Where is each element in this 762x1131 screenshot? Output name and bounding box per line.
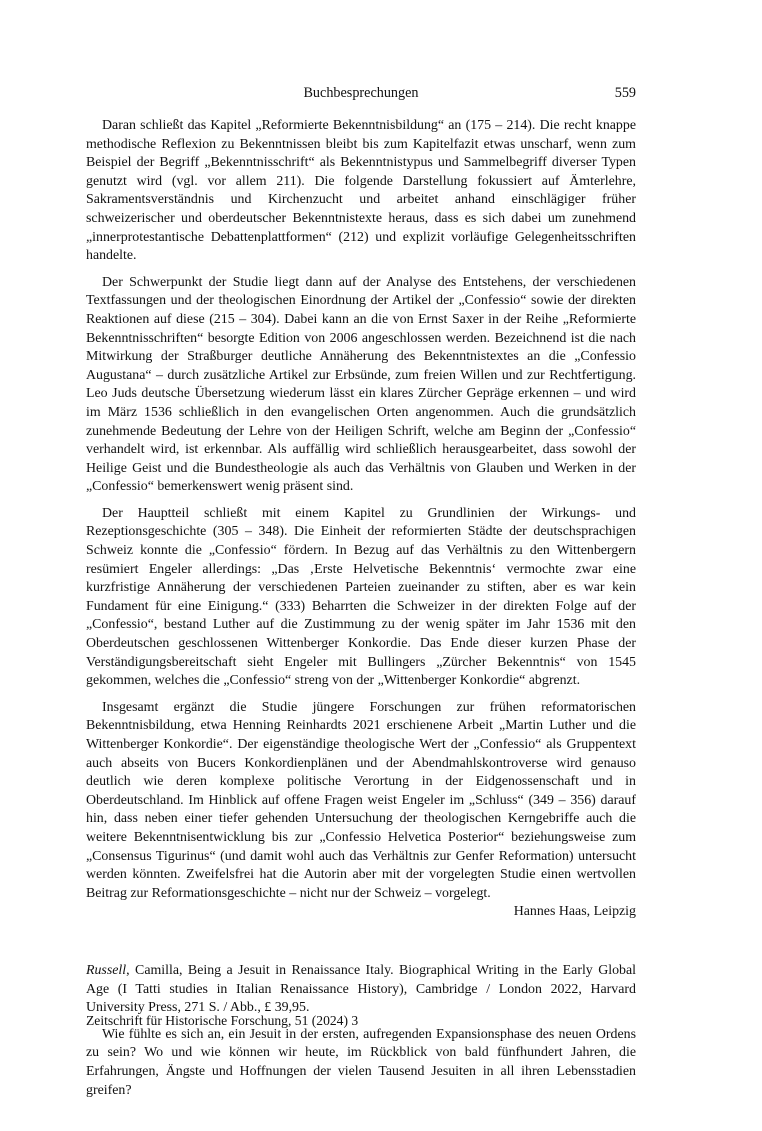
next-review — [86, 962, 636, 1100]
paragraph: Wie fühlte es sich an, ein Jesuit in der ersten, aufregenden Expansionsphase des neuen Ordens zu sein? Wo und wie können wir heute, im Rückblick von bald fünfhundert Jahren, die Erfahrungen, Ängste und Hoffnungen der vielen Tausend Jesuiten in all ihren Lebensstadien greifen? — [86, 1026, 636, 1098]
citation-details: , Camilla, Being a Jesuit in Renaissance Italy. Biographical Writing in the Early Global Age (I Tatti studies in Italian Renaissance History), Cambridge / London 2022, Harvard University Press, 271 S. / Abb., £ 39,95. — [86, 962, 636, 1016]
page-number: 559 — [614, 85, 636, 101]
journal-footer: Zeitschrift für Historische Forschung, 51 (2024) 3 — [86, 1013, 359, 1028]
review-body — [86, 117, 636, 1108]
running-header — [86, 84, 636, 102]
paragraph: Insgesamt ergänzt die Studie jüngere Forschungen zur frühen reformatorischen Bekenntnisbildung, etwa Henning Reinhardts 2021 erschienene Arbeit „Martin Luther und die Wittenberger Konkordie“. Der eigenständige theologische Wert der „Confessio“ als Gruppentext auch abseits von Bucers Konkordienplänen und der Abendmahlskontroverse wird genauso deutlich wie deren komplexe politische Verortung in der Eidgenossenschaft und in Oberdeutschland. Im Hinblick auf offene Fragen weist Engeler im „Schluss“ (349 – 356) darauf hin, dass neben einer tiefer gehenden Untersuchung der theologischen Kerngebriffe auch die weitere Bekenntnisentwicklung bis zur „Confessio Helvetica Posterior“ beziehungsweise zum „Consensus Tigurinus“ (und damit wohl auch das Verhältnis zur Genfer Reformation) untersucht werden könnten. Zweifelsfrei hat die Autorin aber mit der vorgelegten Studie einen wertvollen Beitrag zur Reformationsgeschichte – nicht nur der Schweiz – vorgelegt. — [86, 699, 636, 901]
book-citation — [86, 962, 636, 1018]
paragraph: Der Schwerpunkt der Studie liegt dann auf der Analyse des Entstehens, der verschiedenen Textfassungen und der theologischen Einordnung der Artikel der „Confessio“ sowie der direkten Reaktionen auf diese (215 – 304). Dabei kann an die von Ernst Saxer in der Reihe „Reformierte Bekenntnisschriften“ besorgte Edition von 2006 angeschlossen werden. Bezeichnend ist die nach Mitwirkung der Straßburger deutliche Annäherung des Bekenntnistextes an die „Confessio Augustana“ – durch zusätzliche Artikel zur Erbsünde, zum freien Willen und zur Rechtfertigung. Leo Juds deutsche Übersetzung wiederum lässt ein klares Zürcher Gepräge erkennen – und wird im März 1536 schließlich in den evangelischen Orten angenommen. Auch die grundsätzlich zunehmende Bedeutung der Lehre von der Heiligen Schrift, welche am Beginn der „Confessio“ verhandelt wird, ist erkennbar. Als auffällig wird schließlich herausgearbeitet, dass sowohl der Heilige Geist und die Bundestheologie als auch das Verhältnis von Glauben und Werken in der „Confessio“ bemerkenswert wenig präsent sind. — [86, 274, 636, 495]
book-author: Russell — [86, 962, 127, 978]
paragraph: Der Hauptteil schließt mit einem Kapitel zu Grundlinien der Wirkungs- und Rezeptionsgeschichte (305 – 348). Die Einheit der reformierten Städte der deutschsprachigen Schweiz konnte die „Confessio“ fördern. In Bezug auf das Verhältnis zu den Wittenbergern resümiert Engeler allerdings: „Das ‚Erste Helvetische Bekenntnis‘ vermochte zwar eine kurzfristige Annäherung der verschiedenen Parteien zueinander zu stiften, aber es war kein Fundament für eine Einigung.“ (333) Beharrten die Schweizer in der direkten Folge auf der „Confessio“, bestand Luther auf die Zustimmung zu der wenig später im Jahr 1536 mit den Oberdeutschen geschlossenen Wittenberger Konkordie. Das Ende dieser kurzen Phase der Verständigungsbereitschaft sieht Engeler mit Bullingers „Zürcher Bekenntnis“ von 1545 gekommen, welches die „Confessio“ streng von der „Wittenberger Konkordie“ abgrenzt. — [86, 505, 636, 689]
running-head-title: Buchbesprechungen — [303, 85, 419, 101]
reviewer-signature: Hannes Haas, Leipzig — [513, 904, 636, 920]
paragraph: Daran schließt das Kapitel „Reformierte Bekenntnisbildung“ an (175 – 214). Die recht knappe methodische Reflexion zu Bekenntnissen bleibt bis zum Kapitelfazit etwas unscharf, wenn zum Beispiel der Begriff „Bekenntnisschrift“ als Bekenntnistypus und Sammelbegriff diverser Typen genutzt wird (vgl. vor allem 211). Die folgende Darstellung fokussiert auf Ämterlehre, Sakramentsverständnis und Kirchenzucht und arbeitet anhand einschlägiger früher schweizerischer und oberdeutscher Bekenntnistexte heraus, dass es sich dabei um zunehmend „innerprotestantische Debattenplattformen“ (212) und explizit vorläufige Gelegenheitsschriften handelte. — [86, 118, 636, 264]
